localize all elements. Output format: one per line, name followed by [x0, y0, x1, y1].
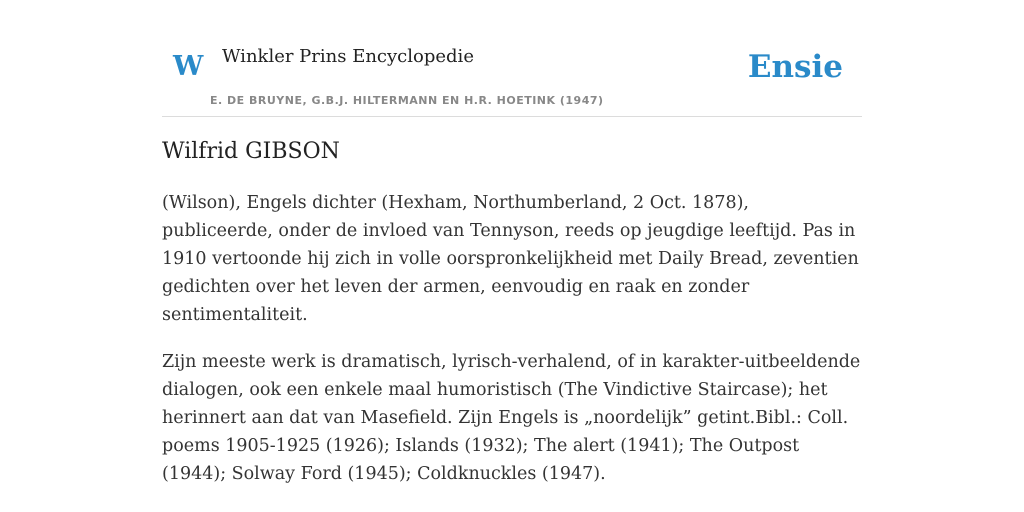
article-paragraph: Zijn meeste werk is dramatisch, lyrisch-verhalend, of in karakter-uitbeeldende dialogen, ook een enkele maal humoristisch (The Vindictive Staircase); het herinnert aan dat van Masefield. Zijn Engels is „noordelijk” getint.Bibl.: Coll. poems 1905-1925 (1926); Islands (1932); The alert (1941); The Outpost (1944); Solway Ford (1945); Coldknuckles (1947).	[162, 351, 861, 484]
article-title: Wilfrid GIBSON	[162, 139, 340, 164]
brand-logo[interactable]: Ensie	[747, 49, 843, 85]
source-title[interactable]: Winkler Prins Encyclopedie	[222, 46, 474, 67]
source-authors: E. DE BRUYNE, G.B.J. HILTERMANN EN H.R. HOETINK (1947)	[210, 94, 604, 107]
article	[162, 138, 862, 507]
source-header	[162, 40, 862, 117]
source-logo-icon[interactable]: W	[173, 51, 204, 82]
article-paragraph: (Wilson), Engels dichter (Hexham, Northumberland, 2 Oct. 1878), publiceerde, onder de invloed van Tennyson, reeds op jeugdige leeftijd. Pas in 1910 vertoonde hij zich in volle oorspronkelijkheid met Daily Bread, zeventien gedichten over het leven der armen, eenvoudig en raak en zonder sentimentaliteit.	[162, 192, 859, 325]
